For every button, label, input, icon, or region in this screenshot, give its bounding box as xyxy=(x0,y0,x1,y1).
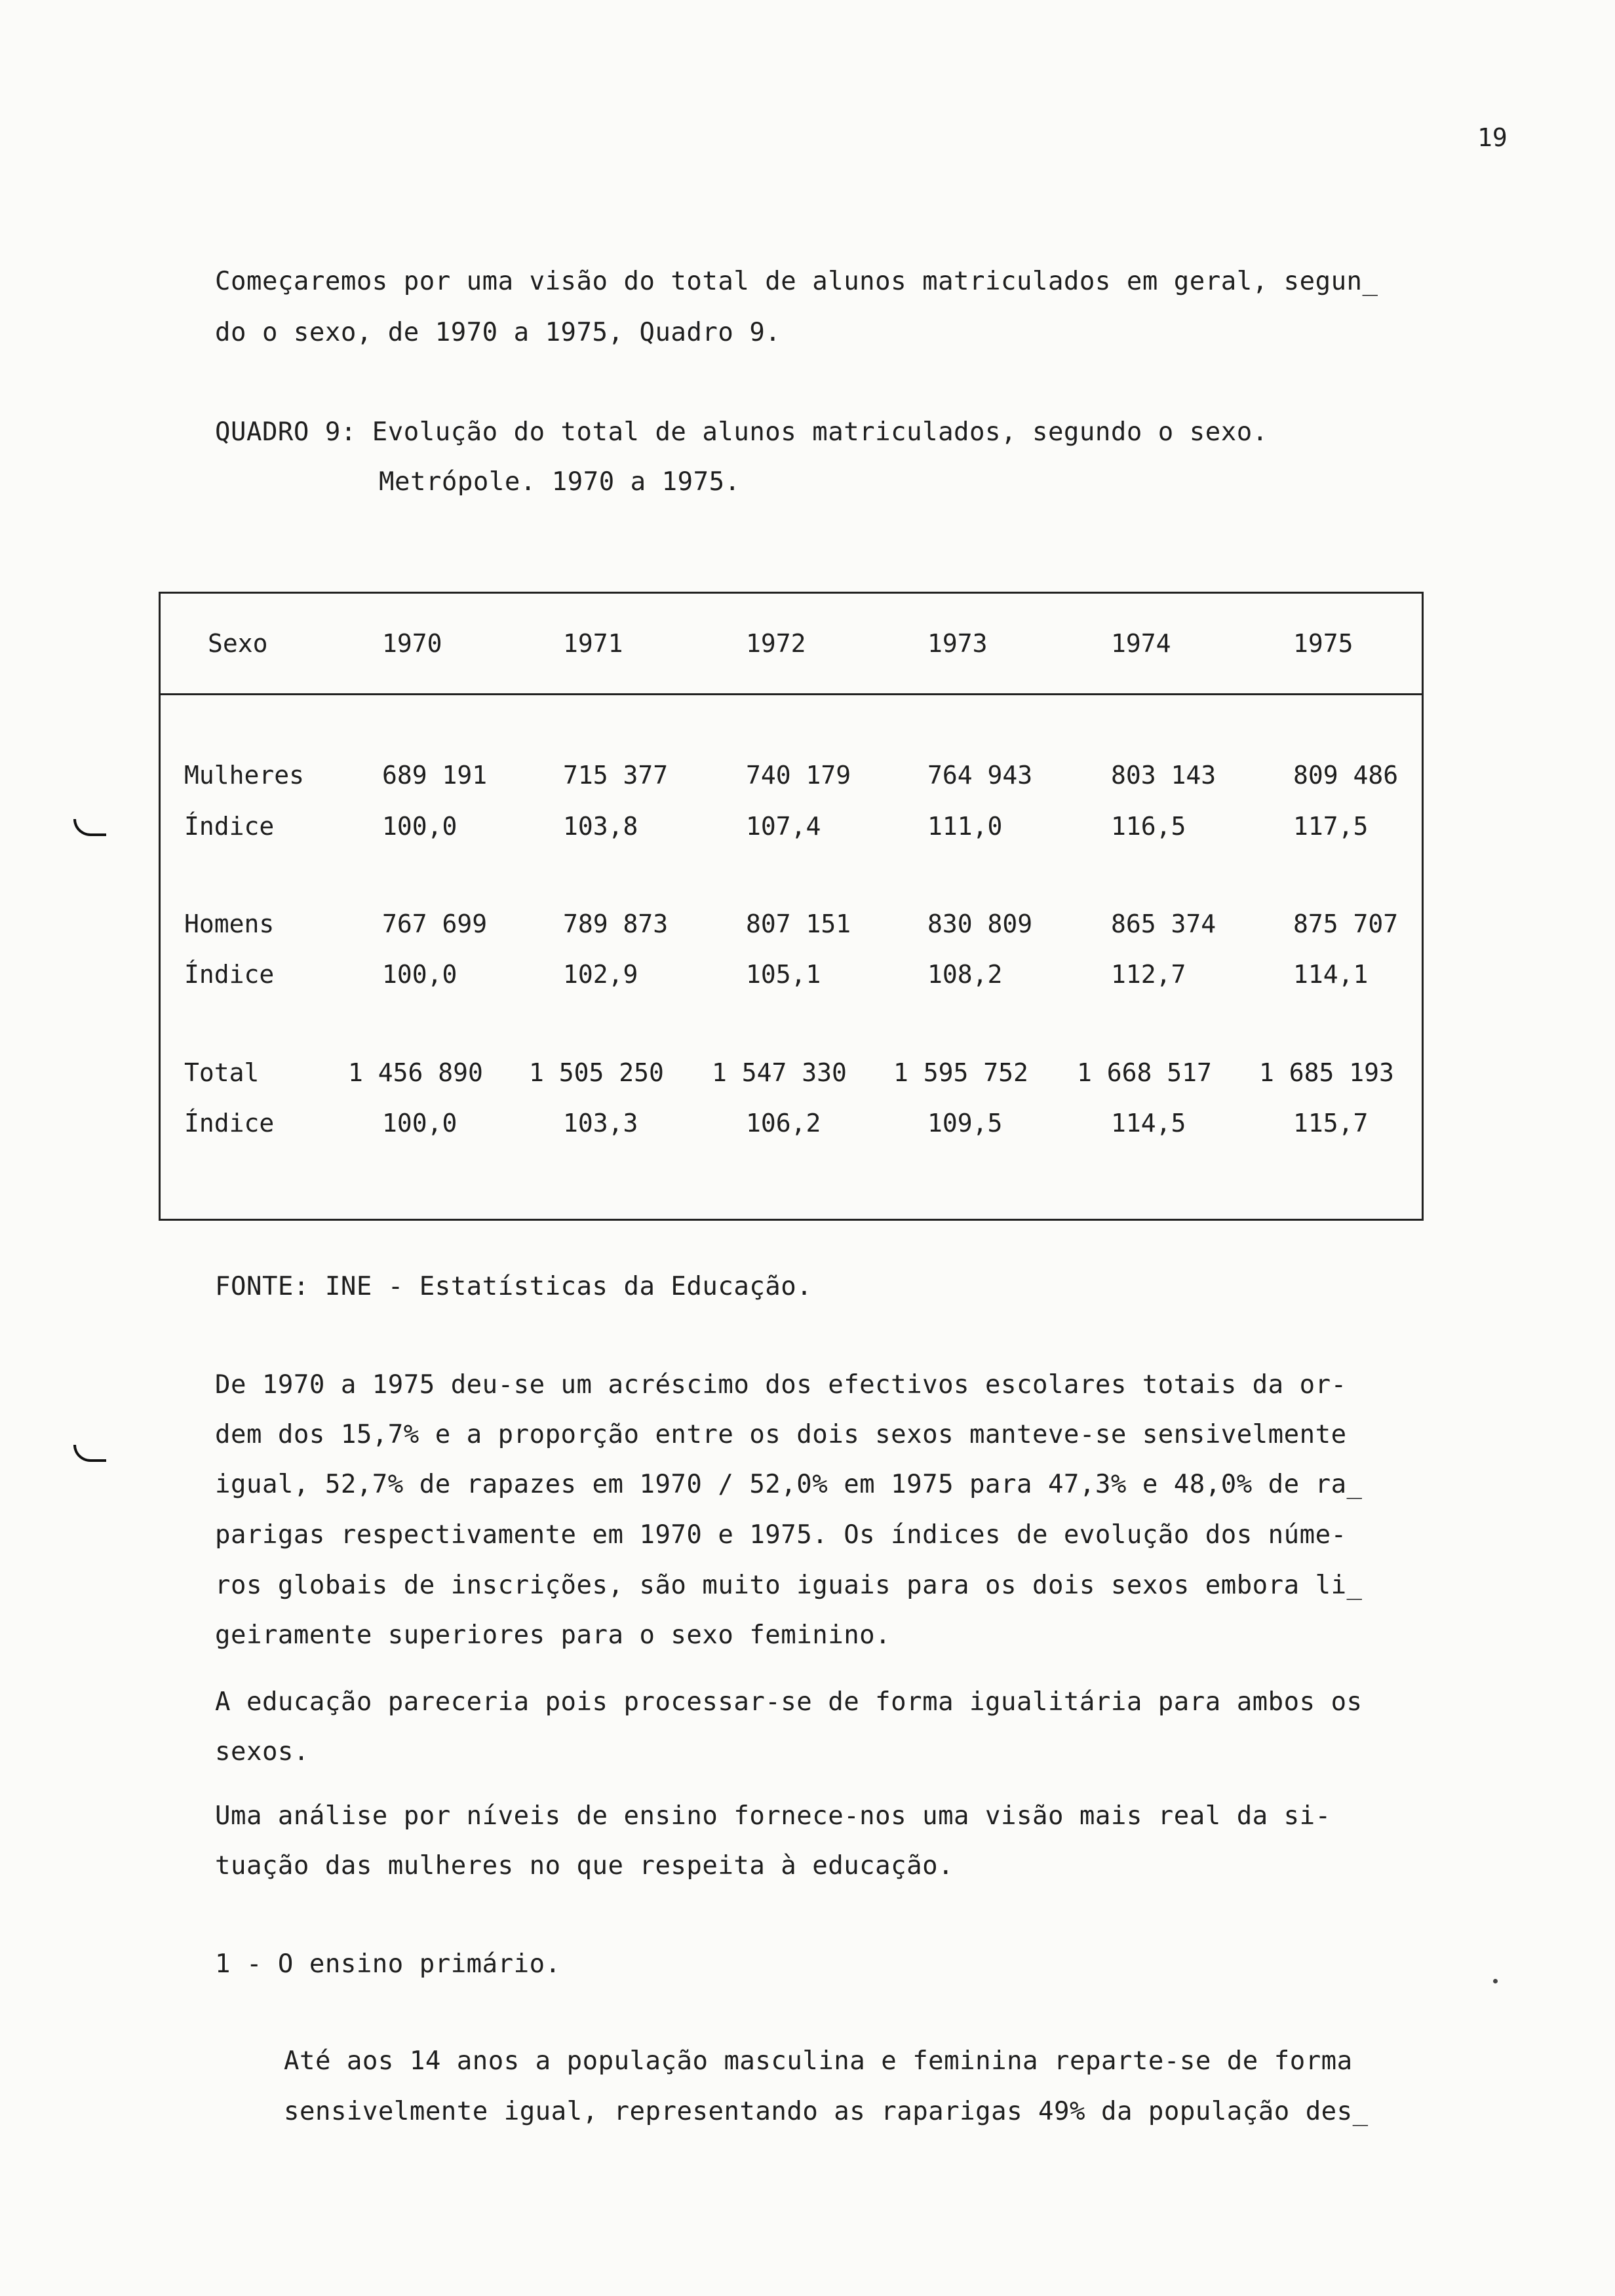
section-heading: 1 - O ensino primário. xyxy=(215,1949,561,1979)
table-cell: 114,5 xyxy=(1111,1109,1186,1138)
table-cell: 114,1 xyxy=(1293,960,1369,989)
table-cell: 689 191 xyxy=(382,761,488,790)
table-cell: 117,5 xyxy=(1293,812,1369,841)
page-number: 19 xyxy=(1477,123,1508,152)
margin-mark xyxy=(73,819,106,836)
table-cell: 767 699 xyxy=(382,909,488,938)
paragraph-1-line: De 1970 a 1975 deu-se um acréscimo dos efectivos escolares totais da or- xyxy=(215,1370,1347,1400)
paragraph-3-line: Uma análise por níveis de ensino fornece-nos uma visão mais real da si- xyxy=(215,1801,1331,1831)
table-cell: 106,2 xyxy=(746,1109,821,1138)
table-cell: 1 505 250 xyxy=(529,1058,664,1087)
table-cell: 764 943 xyxy=(927,761,1033,790)
table-cell: 107,4 xyxy=(746,812,821,841)
table-cell: 108,2 xyxy=(927,960,1003,989)
table-cell: 803 143 xyxy=(1111,761,1216,790)
paragraph-3-line: tuação das mulheres no que respeita à educação. xyxy=(215,1851,954,1881)
margin-mark xyxy=(73,1445,106,1462)
table-cell: 116,5 xyxy=(1111,812,1186,841)
header-year: 1973 xyxy=(927,629,988,658)
table-cell: 865 374 xyxy=(1111,909,1216,938)
paragraph-1-line: dem dos 15,7% e a proporção entre os dois sexos manteve-se sensivelmente xyxy=(215,1420,1347,1449)
header-year: 1970 xyxy=(382,629,442,658)
table-cell: 1 595 752 xyxy=(893,1058,1028,1087)
table-cell: 109,5 xyxy=(927,1109,1003,1138)
row-label: Índice xyxy=(184,1109,275,1138)
table-cell: 1 685 193 xyxy=(1259,1058,1394,1087)
header-year: 1971 xyxy=(563,629,623,658)
table-cell: 112,7 xyxy=(1111,960,1186,989)
row-label: Total xyxy=(184,1058,260,1087)
source-note: FONTE: INE - Estatísticas da Educação. xyxy=(215,1272,813,1301)
table-cell: 875 707 xyxy=(1293,909,1399,938)
table-cell: 807 151 xyxy=(746,909,851,938)
table-cell: 115,7 xyxy=(1293,1109,1369,1138)
paragraph-1-line: ros globais de inscrições, são muito iguais para os dois sexos embora li_ xyxy=(215,1571,1363,1600)
header-year: 1972 xyxy=(746,629,806,658)
row-label: Mulheres xyxy=(184,761,305,790)
paragraph-1-line: geiramente superiores para o sexo feminino. xyxy=(215,1620,891,1650)
table-cell: 1 668 517 xyxy=(1077,1058,1212,1087)
table-cell: 111,0 xyxy=(927,812,1003,841)
paragraph-1-line: parigas respectivamente em 1970 e 1975. Os índices de evolução dos núme- xyxy=(215,1520,1347,1550)
paragraph-2-line: A educação pareceria pois processar-se de forma igualitária para ambos os xyxy=(215,1687,1363,1717)
table-cell: 740 179 xyxy=(746,761,851,790)
data-table xyxy=(159,592,1424,1221)
paragraph-2-line: sexos. xyxy=(215,1737,309,1767)
header-year: 1975 xyxy=(1293,629,1353,658)
table-cell: 103,3 xyxy=(563,1109,638,1138)
paragraph-1-line: igual, 52,7% de rapazes em 1970 / 52,0% em 1975 para 47,3% e 48,0% de ra_ xyxy=(215,1470,1363,1499)
intro-line-1: Começaremos por uma visão do total de alunos matriculados em geral, segun_ xyxy=(215,267,1378,296)
row-label: Homens xyxy=(184,909,275,938)
table-cell: 715 377 xyxy=(563,761,669,790)
header-separator xyxy=(161,693,1422,695)
intro-line-2: do o sexo, de 1970 a 1975, Quadro 9. xyxy=(215,318,781,347)
table-cell: 809 486 xyxy=(1293,761,1399,790)
table-cell: 1 456 890 xyxy=(348,1058,483,1087)
quadro-caption: QUADRO 9: Evolução do total de alunos matriculados, segundo o sexo. xyxy=(215,417,1268,447)
paragraph-4-line: sensivelmente igual, representando as raparigas 49% da população des_ xyxy=(284,2097,1369,2126)
table-cell: 100,0 xyxy=(382,960,457,989)
table-cell: 100,0 xyxy=(382,812,457,841)
table-cell: 105,1 xyxy=(746,960,821,989)
row-label: Índice xyxy=(184,812,275,841)
table-cell: 103,8 xyxy=(563,812,638,841)
table-cell: 830 809 xyxy=(927,909,1033,938)
header-sexo: Sexo xyxy=(208,629,268,658)
table-cell: 102,9 xyxy=(563,960,638,989)
paragraph-4-line: Até aos 14 anos a população masculina e feminina reparte-se de forma xyxy=(284,2046,1353,2076)
quadro-subcaption: Metrópole. 1970 a 1975. xyxy=(379,467,741,497)
row-label: Índice xyxy=(184,960,275,989)
header-year: 1974 xyxy=(1111,629,1171,658)
stray-dot xyxy=(1493,1979,1498,1983)
table-cell: 1 547 330 xyxy=(712,1058,847,1087)
table-cell: 100,0 xyxy=(382,1109,457,1138)
table-cell: 789 873 xyxy=(563,909,669,938)
